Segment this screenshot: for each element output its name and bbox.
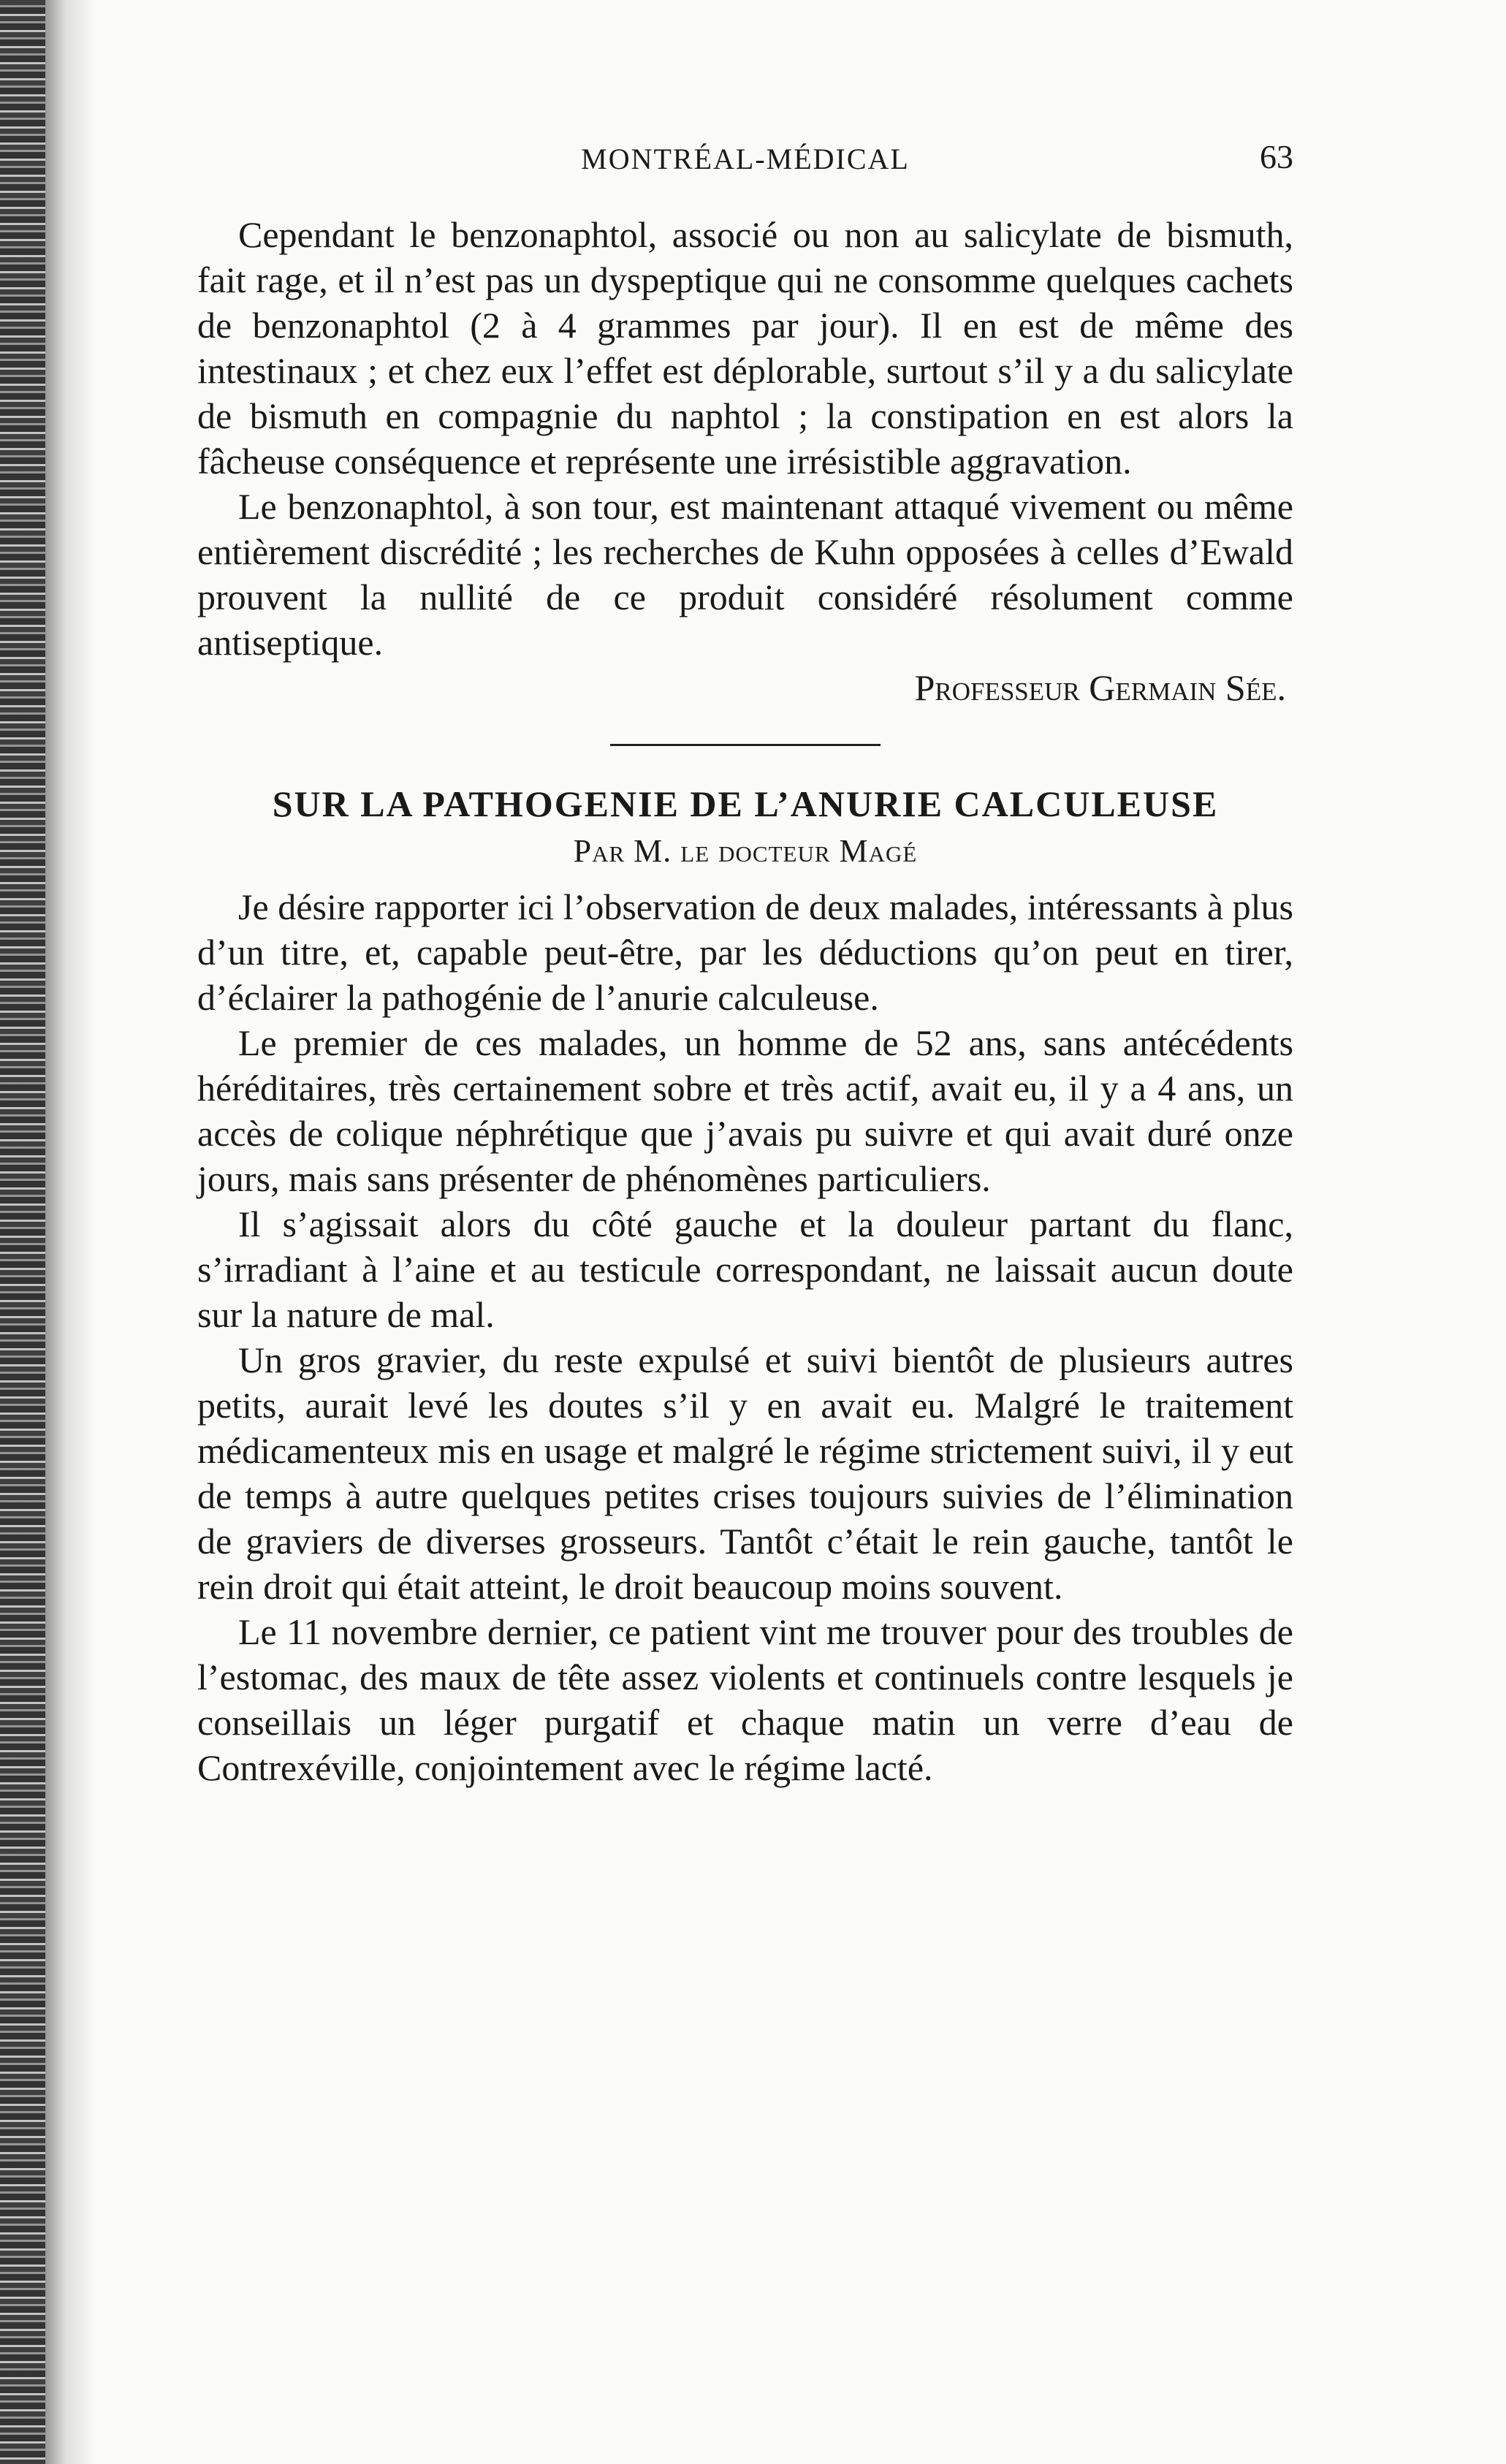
- binding-edge: [0, 0, 45, 2464]
- byline: Par M. le docteur Magé: [573, 833, 918, 869]
- paragraph: Le premier de ces malades, un homme de 52 ans, sans antécédents héréditaires, très certainement sobre et très actif, avait eu, il y a 4 ans, un accès de colique néphrétique que j’avais pu suivre et qui avait duré onze jours, mais sans présenter de phénomènes particuliers.: [197, 1022, 1293, 1199]
- paragraph: Je désire rapporter ici l’observation de deux malades, intéressants à plus d’un titre, et, capable peut-être, par les déductions qu’on peut en tirer, d’éclairer la pathogénie de l’anurie calculeuse.: [197, 886, 1293, 1018]
- paragraph: Cependant le benzonaphtol, associé ou non au salicylate de bismuth, fait rage, et il n’est pas un dyspeptique qui ne consomme quelques cachets de benzonaphtol (2 à 4 grammes par jour). Il en est de même des intestinaux ; et chez eux l’effet est déplorable, surtout s’il y a du salicylate de bismuth en compagnie du naphtol ; la constipation en est alors la fâcheuse conséquence et représente une irrésistible aggravation.: [197, 214, 1293, 482]
- running-title: MONTRÉAL-MÉDICAL: [581, 142, 910, 175]
- binding-shadow: [45, 0, 96, 2464]
- paragraph: Le benzonaphtol, à son tour, est maintenant attaqué vivement ou même entièrement discrédité ; les recherches de Kuhn opposées à celles d’Ewald prouvent la nullité de ce produit considéré résolument comme antiseptique.: [197, 486, 1293, 663]
- paragraph: Le 11 novembre dernier, ce patient vint me trouver pour des troubles de l’estomac, des maux de tête assez violents et continuels contre lesquels je conseillais un léger purgatif et chaque matin un verre d’eau de Contrexéville, conjointement avec le régime lacté.: [197, 1611, 1293, 1788]
- running-head: [197, 132, 1293, 190]
- article-body: [197, 884, 1293, 1790]
- preceding-article: [197, 212, 1293, 710]
- section-divider: [610, 744, 881, 746]
- paragraph: Un gros gravier, du reste expulsé et suivi bientôt de plusieurs autres petits, aurait levé les doutes s’il y en avait eu. Malgré le traitement médicamenteux mis en usage et malgré le régime strictement suivi, il y eut de temps à autre quelques petites crises toujours suivies de l’élimination de graviers de diverses grosseurs. Tantôt c’était le rein gauche, tantôt le rein droit qui était atteint, le droit beaucoup moins souvent.: [197, 1339, 1293, 1607]
- article-title: SUR LA PATHOGENIE DE L’ANURIE CALCULEUSE: [272, 783, 1219, 824]
- paragraph: Il s’agissait alors du côté gauche et la douleur partant du flanc, s’irradiant à l’aine et au testicule correspondant, ne laissait aucun doute sur la nature de mal.: [197, 1204, 1293, 1335]
- signature: Professeur Germain Sée.: [914, 667, 1286, 708]
- page: [197, 132, 1293, 1790]
- page-number: 63: [1260, 138, 1293, 175]
